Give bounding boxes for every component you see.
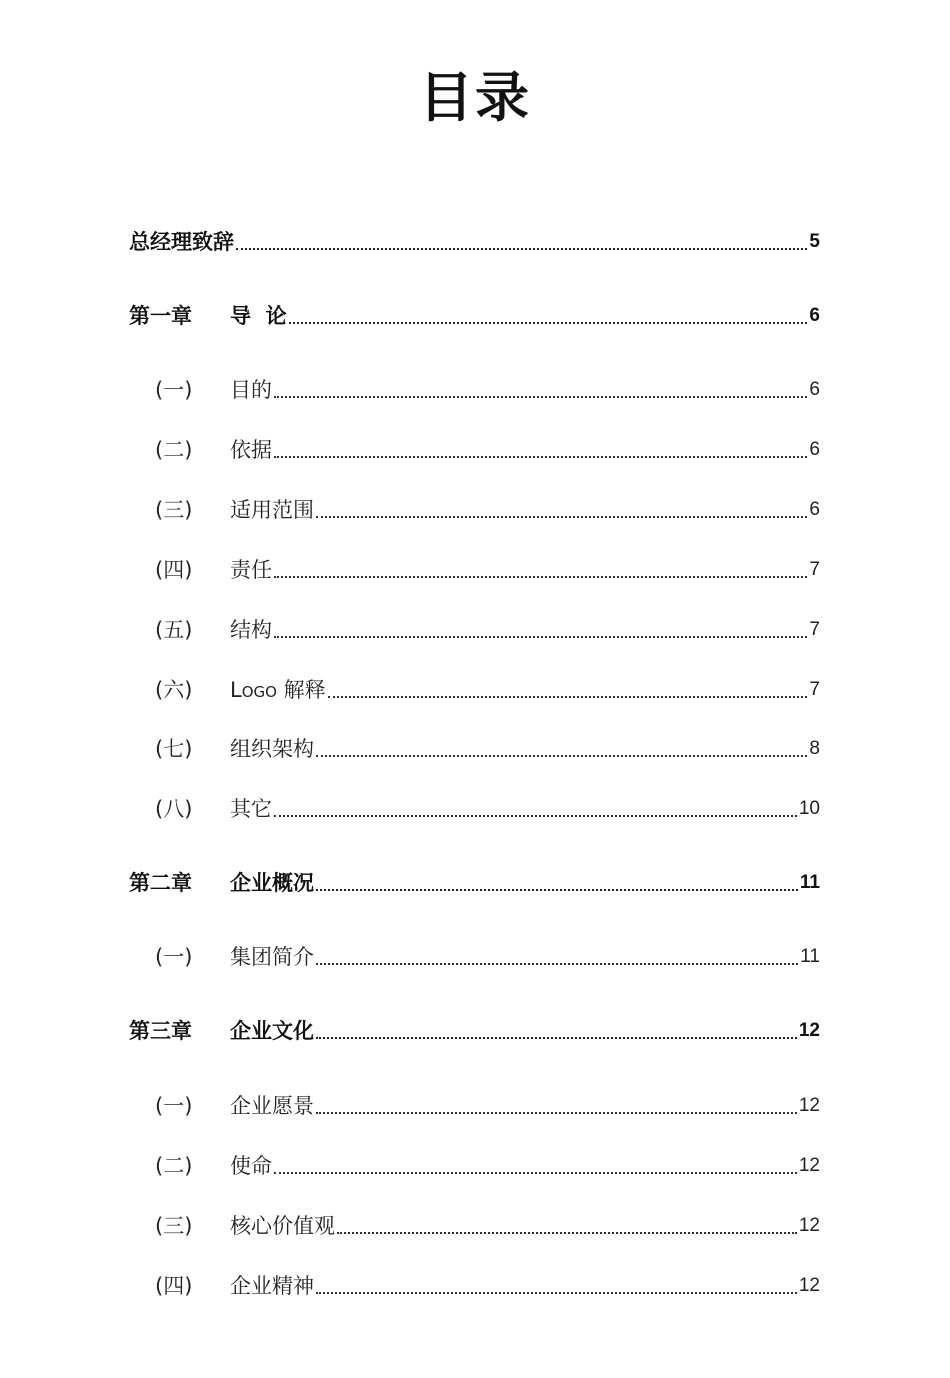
toc-entry[interactable] (129, 1090, 820, 1120)
toc-entry-number: (七) (155, 737, 193, 761)
dot-leader (316, 1037, 797, 1039)
dot-leader (274, 396, 807, 398)
dot-leader (316, 963, 798, 965)
toc-entry[interactable] (129, 614, 820, 644)
toc-entry-number: (六) (155, 678, 193, 702)
toc-entry-page: 8 (809, 738, 820, 759)
toc-entry-page: 6 (809, 305, 820, 326)
toc-entry-number: (五) (155, 618, 193, 642)
dot-leader (316, 755, 807, 757)
toc-entry-number: (一) (155, 1094, 193, 1118)
toc-entry-number: 第三章 (129, 1019, 192, 1043)
toc-entry-page: 7 (809, 559, 820, 580)
toc-entry-label: 目的 (230, 378, 272, 402)
toc-entry-number: (二) (155, 1154, 193, 1178)
dot-leader (316, 889, 798, 891)
dot-leader (289, 322, 808, 324)
toc-entry-label: 适用范围 (230, 498, 314, 522)
toc-entry-label: 依据 (230, 438, 272, 462)
toc-entry-page: 10 (798, 798, 820, 819)
toc-entry[interactable] (129, 434, 820, 464)
toc-entry-page: 12 (798, 1155, 820, 1176)
dot-leader (236, 248, 807, 250)
dot-leader (328, 696, 808, 698)
toc-entry-label: 企业概况 (230, 871, 314, 895)
toc-entry-page: 6 (809, 499, 820, 520)
toc-entry-label: 责任 (230, 558, 272, 582)
toc-entry-number: (一) (155, 378, 193, 402)
toc-entry-page: 12 (798, 1020, 820, 1041)
toc-entry-label: 组织架构 (230, 737, 314, 761)
toc-entry[interactable] (129, 554, 820, 584)
dot-leader (274, 576, 807, 578)
toc-entry-label: Logo 解释 (230, 678, 326, 702)
toc-entry[interactable] (129, 674, 820, 704)
toc-entry-number: (二) (155, 438, 193, 462)
toc-entry[interactable] (129, 867, 820, 897)
toc-entry[interactable] (129, 1210, 820, 1240)
toc-entry-label: 企业精神 (230, 1274, 314, 1298)
page-title: 目录 (419, 66, 531, 129)
toc-entry[interactable] (129, 941, 820, 971)
toc-entry-label: 使命 (230, 1154, 272, 1178)
toc-entry[interactable] (129, 1270, 820, 1300)
toc-entry-page: 5 (809, 231, 820, 252)
toc-entry[interactable] (129, 793, 820, 823)
toc-entry-page: 6 (809, 439, 820, 460)
toc-entry-page: 12 (798, 1215, 820, 1236)
dot-leader (337, 1232, 797, 1234)
toc-entry-page: 7 (809, 679, 820, 700)
toc-entry[interactable] (129, 226, 820, 256)
toc-entry[interactable] (129, 300, 820, 330)
dot-leader (316, 516, 807, 518)
toc-entry[interactable] (129, 1015, 820, 1045)
toc-entry-page: 11 (799, 872, 820, 893)
dot-leader (274, 1172, 797, 1174)
toc-entry-label: 其它 (230, 797, 272, 821)
toc-entry[interactable] (129, 733, 820, 763)
toc-entry[interactable] (129, 494, 820, 524)
toc-entry-page: 6 (809, 379, 820, 400)
toc-entry-number: 第一章 (129, 304, 192, 328)
toc-entry-page: 12 (798, 1095, 820, 1116)
toc-entry-label: 集团简介 (230, 945, 314, 969)
dot-leader (274, 456, 807, 458)
toc-entry-page: 7 (809, 619, 820, 640)
toc-entry-number: (一) (155, 945, 193, 969)
toc-entry[interactable] (129, 1150, 820, 1180)
toc-entry-number: 第二章 (129, 871, 192, 895)
toc-entry-number: (三) (155, 1214, 193, 1238)
toc-entry-label: 导 论 (230, 304, 287, 328)
toc-entry[interactable] (129, 374, 820, 404)
toc-entry-page: 12 (798, 1275, 820, 1296)
toc-entry-label: 核心价值观 (230, 1214, 335, 1238)
toc-entry-number: (三) (155, 498, 193, 522)
toc-entry-label: 企业愿景 (230, 1094, 314, 1118)
dot-leader (274, 815, 797, 817)
toc-entry-number: (四) (155, 558, 193, 582)
toc-entry-number: (四) (155, 1274, 193, 1298)
toc-entry-number: (八) (155, 797, 193, 821)
toc-entry-label: 结构 (230, 618, 272, 642)
toc-entry-page: 11 (800, 946, 820, 967)
dot-leader (274, 636, 807, 638)
toc-entry-label: 总经理致辞 (129, 230, 234, 254)
dot-leader (316, 1112, 797, 1114)
dot-leader (316, 1292, 797, 1294)
toc-entry-label: 企业文化 (230, 1019, 314, 1043)
